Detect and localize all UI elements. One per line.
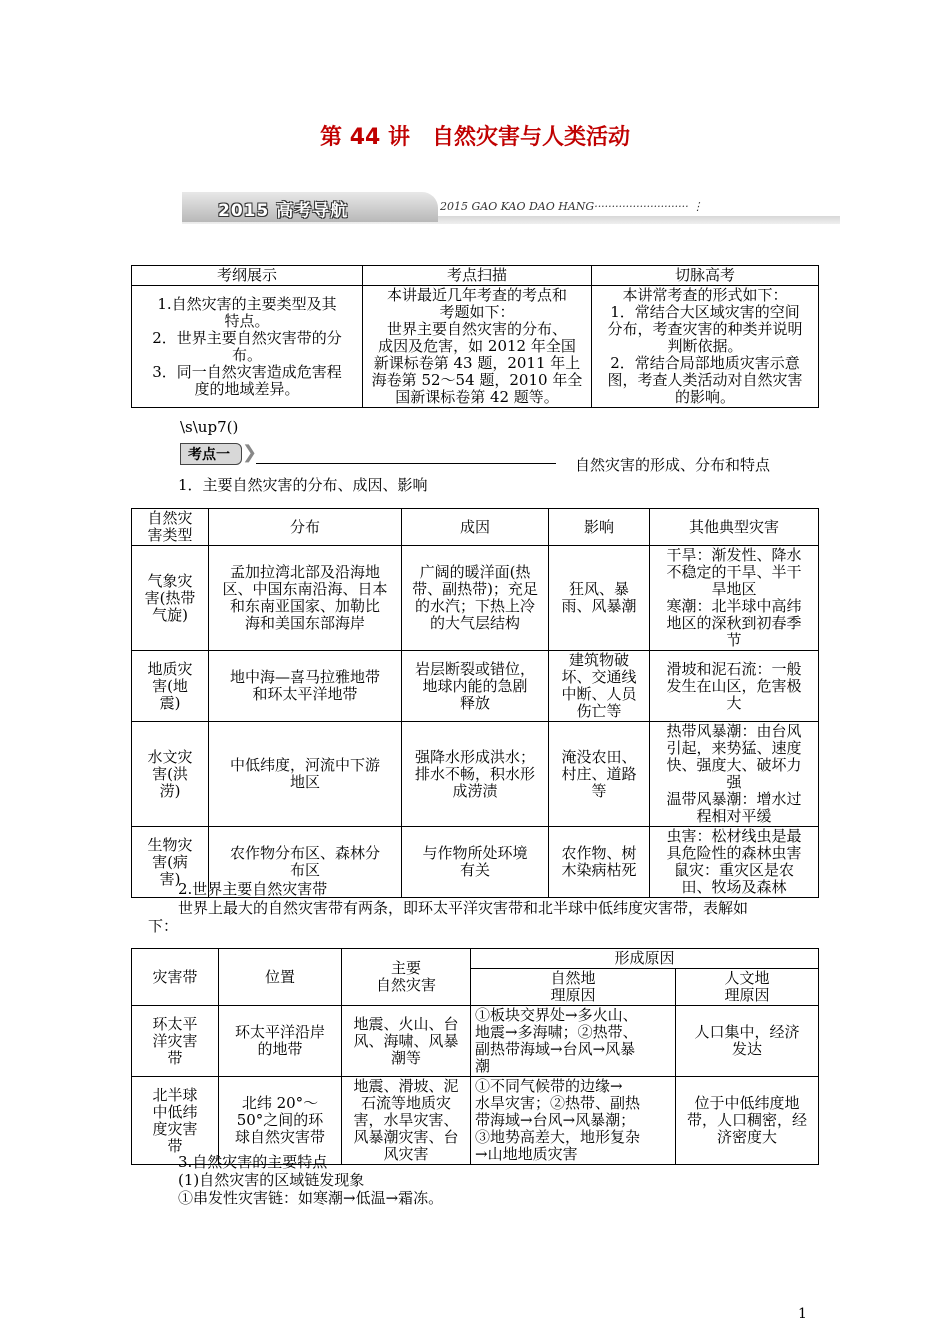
cell-line: 其他典型灾害 [688,517,779,536]
table-row [132,1077,819,1165]
cell-line: 伤亡等 [576,702,622,720]
cell-line: 50°之间的环 [236,1111,324,1129]
cell-line: ①板块交界处→多火山、 [475,1006,638,1024]
cell-line: 中低纬 [152,1102,198,1121]
cell-line: 害(病 [152,852,188,871]
cell-line: 广阔的暖洋面(热 [419,563,531,581]
badge-label: 考点一 [188,447,230,463]
cell-line: 发生在山区，危害极 [666,676,802,695]
intro-line: 特点。 [224,311,270,330]
intro-line: 3．同一自然灾害造成危害程 [152,362,342,381]
hazard-header-dist [209,509,402,546]
disaster-belt-table [131,948,819,1165]
item3-sub2: ①串发性灾害链：如寒潮→低温→霜冻。 [178,1189,444,1207]
hazard-header-cause [402,509,549,546]
intro-line: 图，考查人类活动对自然灾害 [607,371,803,389]
cell-line: 引起，来势猛、速度 [666,739,802,757]
cell-line: 水文灾 [147,747,193,766]
belt-header-natural [471,969,676,1006]
cell-line: 田、牧场及森林 [681,878,787,896]
page-title: 第 44 讲 自然灾害与人类活动 [320,125,630,150]
cell-line: 布区 [289,861,320,879]
banner-subtitle: 2015 GAO KAO DAO HANG··························· ⋮ [440,200,704,213]
cell-line: 坏、交通线 [561,668,637,686]
cell-line: 具危险性的森林虫害 [666,844,802,862]
belt-main-cell [342,1077,471,1165]
intro-line: 1.自然灾害的主要类型及其 [157,294,337,313]
cell-line: 雨、风暴潮 [561,597,637,615]
belt-header-belt: 灾害带 [132,949,219,1006]
intro-line: 世界主要自然灾害的分布、 [386,320,567,338]
cell-line: 不稳定的干旱、半干 [666,563,802,581]
cell-line: 环太平洋沿岸 [234,1023,325,1041]
intro-line: 海卷第 52～54 题，2010 年全 [371,371,583,389]
intro-scan-cell [363,286,592,408]
belt-human-cell [676,1077,819,1165]
cell-line: 带，人口稠密，经 [686,1111,807,1129]
cell-line: 分布 [289,517,320,536]
intro-line: 的影响。 [674,388,735,406]
cell-line: 和环太平洋地带 [252,685,358,703]
hazard-other-cell [650,546,819,651]
intro-line: 本讲最近几年考查的考点和 [386,286,567,304]
item2-paragraph-line2: 下： [148,917,179,935]
cell-line: 带 [167,1136,183,1155]
cell-line: 热带风暴潮：由台风 [666,722,802,740]
cell-line: 害类型 [147,526,193,544]
belt-name-cell [132,1006,219,1077]
cell-line: 发达 [731,1040,762,1058]
cell-line: 潮 [475,1057,491,1075]
hazard-header-impact [549,509,650,546]
cell-line: 建筑物破 [568,651,629,669]
hazard-header-type [132,509,209,546]
cell-line: 人文地 [724,969,770,987]
page-number: 1 [798,1306,807,1322]
cell-line: 虫害：松材线虫是最 [666,827,802,845]
cell-line: 地质灾 [147,659,193,678]
cell-line: 带海域→台风→风暴潮； [475,1111,636,1129]
field-code-text: \s\up7() [180,418,239,436]
cell-line: 济密度大 [716,1128,777,1146]
cell-line: 北纬 20°～ [241,1094,319,1112]
cell-line: 主要 [390,959,421,977]
intro-line: 2．常结合局部地质灾害示意 [610,354,800,372]
cell-line: 中低纬度，河流中下游 [229,756,380,774]
cell-line: 气旋) [152,605,188,624]
cell-line: 洋灾害 [152,1031,198,1050]
cell-line: 农作物分布区、森林分 [229,844,380,862]
intro-line: 本讲常考查的形式如下： [622,286,788,304]
cell-line: 位于中低纬度地 [694,1094,800,1112]
cell-line: 震) [159,693,181,712]
intro-gaokao-cell [592,286,819,408]
hazard-impact-cell [549,827,650,898]
cell-line: 成因 [459,517,490,536]
cell-line: 木染病枯死 [561,861,637,879]
section-rule [256,463,556,464]
cell-line: 有关 [459,861,490,879]
cell-line: 理原因 [550,986,596,1004]
hazard-type-cell [132,722,209,827]
intro-header-3: 切脉高考 [592,266,819,286]
cell-line: 石流等地质灾 [360,1094,451,1112]
cell-line: 风暴潮灾害、台 [353,1128,459,1146]
cell-line: 干旱：渐发性、降水 [666,546,802,564]
cell-line: 和东南亚国家、加勒比 [229,597,380,615]
banner-label: 2015 高考导航 [218,201,349,221]
cell-line: 滑坡和泥石流：一般 [666,659,802,678]
cell-line: 的水汽；下热上冷 [414,597,535,615]
hazard-cause-cell [402,546,549,651]
hazard-other-cell [650,827,819,898]
cell-line: 孟加拉湾北部及沿海地 [229,563,380,581]
hazard-other-cell [650,722,819,827]
hazard-table [131,508,819,898]
hazard-cause-cell [402,651,549,722]
intro-line: 判断依据。 [667,337,743,355]
intro-line: 度的地域差异。 [194,379,300,398]
cell-line: 害，水旱灾害、 [353,1111,459,1129]
cell-line: 生物灾 [147,835,193,854]
intro-table [131,265,819,408]
cell-line: 中断、人员 [561,685,637,703]
cell-line: 涝) [159,781,181,800]
cell-line: 区、中国东南沿海、日本 [222,580,388,598]
cell-line: 排水不畅，积水形 [414,764,535,783]
cell-line: 淹没农田、 [561,747,637,766]
cell-line: 害(热带 [144,588,196,607]
cell-line: 鼠灾：重灾区是农 [673,861,794,879]
section-heading: 自然灾害的形成、分布和特点 [575,456,771,474]
gaokao-banner [182,190,840,228]
hazard-dist-cell [209,546,402,651]
chevron-right-icon: ❯ [242,442,258,463]
cell-line: ①不同气候带的边缘→ [475,1077,623,1095]
cell-line: 地震、火山、台 [353,1014,459,1033]
hazard-impact-cell [549,722,650,827]
hazard-cause-cell [402,722,549,827]
cell-line: 副热带海域→台风→风暴 [475,1040,636,1058]
cell-line: 害(洪 [152,764,188,783]
belt-main-cell [342,1006,471,1077]
cell-line: 带 [167,1048,183,1067]
cell-line: 寒潮：北半球中高纬 [666,597,802,615]
cell-line: 温带风暴潮：增水过 [666,790,802,808]
hazard-impact-cell [549,546,650,651]
hazard-header-other [650,509,819,546]
cell-line: 地震→多海啸；②热带、 [475,1023,638,1041]
item2-paragraph-line1: 世界上最大的自然灾害带有两条，即环太平洋灾害带和北半球中低纬度灾害带，表解如 [178,899,749,917]
cell-line: 的大气层结构 [429,614,520,632]
cell-line: 地区的深秋到初春季 [666,614,802,632]
belt-header-main [342,949,471,1006]
cell-line: 与作物所处环境 [422,844,528,862]
intro-line: 布。 [231,345,262,364]
cell-line: 自然灾害 [375,976,436,994]
belt-location-cell [219,1006,342,1077]
intro-line: 1．常结合大区域灾害的空间 [610,303,800,321]
intro-line: 成因及危害，如 2012 年全国 [378,337,576,355]
cell-line: 理原因 [724,986,770,1004]
cell-line: 自然地 [550,969,596,987]
belt-header-location: 位置 [219,949,342,1006]
item2-heading: 2.世界主要自然灾害带 [178,880,328,898]
intro-line: 考题如下： [439,303,515,321]
cell-line: 影响 [583,517,614,536]
intro-syllabus-cell [132,286,363,408]
cell-line: 大 [726,693,742,712]
intro-line: 国新课标卷第 42 题等。 [395,388,559,406]
belt-name-cell [132,1077,219,1165]
item3-heading: 3.自然灾害的主要特点 [178,1153,328,1171]
cell-line: 释放 [459,693,490,712]
cell-line: ③地势高差大，地形复杂 [475,1128,641,1146]
cell-line: 的地带 [257,1040,303,1058]
cell-line: 地区 [289,773,320,791]
cell-line: 人口集中，经济 [694,1023,800,1041]
cell-line: 地球内能的急剧 [422,676,528,695]
hazard-other-cell [650,651,819,722]
cell-line: 节 [726,631,742,649]
cell-line: 带、副热带)；充足 [412,580,538,598]
hazard-type-cell [132,651,209,722]
intro-line: 分布，考查灾害的种类并说明 [607,320,803,338]
cell-line: 成涝渍 [452,781,498,800]
cell-line: 程相对平缓 [696,807,772,825]
belt-natural-cell [471,1077,676,1165]
cell-line: 等 [591,781,607,800]
cell-line: 旱地区 [711,580,757,598]
cell-line: 球自然灾害带 [234,1128,325,1146]
cell-line: 狂风、暴 [568,580,629,598]
hazard-type-cell [132,546,209,651]
cell-line: 气象灾 [147,571,193,590]
cell-line: →山地地质灾害 [475,1145,578,1163]
intro-line: 2．世界主要自然灾害带的分 [152,328,342,347]
hazard-dist-cell [209,651,402,722]
cell-line: 村庄、道路 [561,764,637,783]
cell-line: 自然灾 [147,509,193,527]
hazard-impact-cell [549,651,650,722]
belt-natural-cell [471,1006,676,1077]
table-row [132,722,819,827]
cell-line: 快、强度大、破坏力 [666,756,802,774]
belt-location-cell [219,1077,342,1165]
cell-line: 强降水形成洪水； [414,747,535,766]
cell-line: 地震、滑坡、泥 [353,1077,459,1095]
item1-heading: 1．主要自然灾害的分布、成因、影响 [178,476,428,494]
hazard-dist-cell [209,722,402,827]
cell-line: 水旱灾害；②热带、副热 [475,1094,641,1112]
intro-header-1: 考纲展示 [132,266,363,286]
cell-line: 农作物、树 [561,844,637,862]
belt-header-cause: 形成原因 [471,949,819,969]
cell-line: 风、海啸、风暴 [353,1031,459,1050]
section-badge [180,440,256,466]
cell-line: 地中海—喜马拉雅地带 [229,668,380,686]
intro-line: 新课标卷第 43 题，2011 年上 [373,354,581,372]
cell-line: 岩层断裂或错位， [414,659,535,678]
intro-header-2: 考点扫描 [363,266,592,286]
hazard-cause-cell [402,827,549,898]
belt-header-human [676,969,819,1006]
cell-line: 北半球 [152,1085,198,1104]
table-row [132,546,819,651]
cell-line: 害) [159,869,181,888]
item3-sub1: (1)自然灾害的区域链发现象 [178,1171,365,1189]
cell-line: 环太平 [152,1014,198,1033]
cell-line: 风灾害 [383,1145,429,1163]
cell-line: 度灾害 [152,1119,198,1138]
cell-line: 强 [726,773,742,791]
cell-line: 潮等 [390,1048,421,1067]
cell-line: 海和美国东部海岸 [244,614,365,632]
belt-human-cell [676,1006,819,1077]
table-row [132,1006,819,1077]
cell-line: 害(地 [152,676,188,695]
table-row [132,651,819,722]
